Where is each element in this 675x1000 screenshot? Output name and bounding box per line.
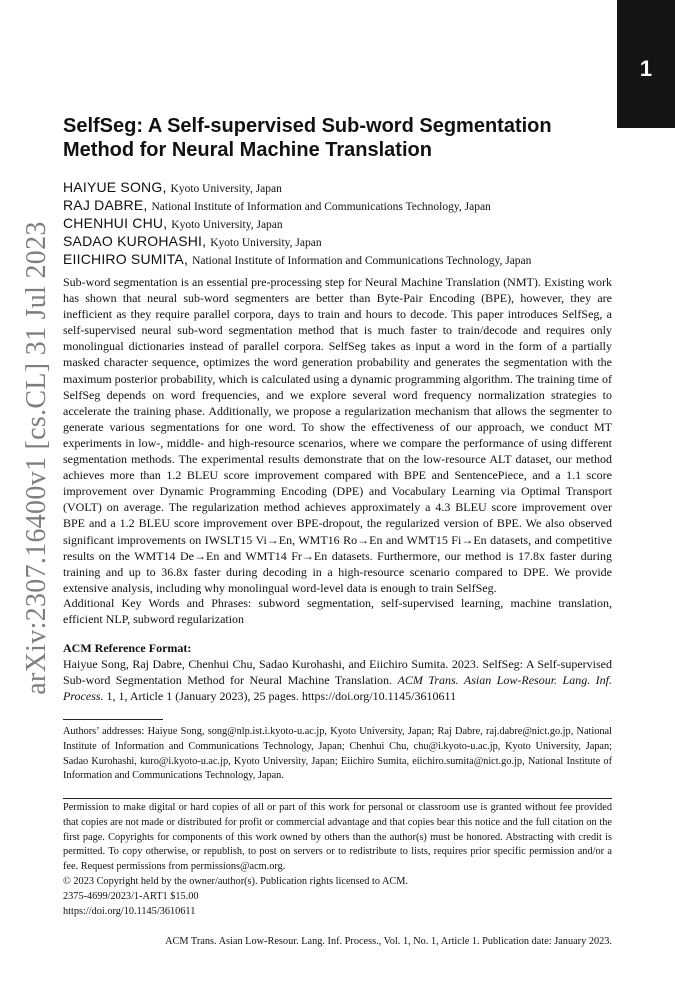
author-entry xyxy=(63,250,623,268)
abstract: Sub-word segmentation is an essential pre-processing step for Neural Machine Translation (NMT). Existing work has shown that neural sub-word segmenters are better than Byte-Pair Encoding (BPE), however, they are inefficient as they require parallel corpora, days to train and hours to decode. This paper introduces SelfSeg, a self-supervised neural sub-word segmentation method that is much faster to train/decode and requires only monolingual dictionaries instead of parallel corpora. SelfSeg takes as input a word in the form of a partially masked character sequence, optimizes the word generation probability and generates the segmentation with the maximum posterior probability, which is calculated using a dynamic programming algorithm. The training time of SelfSeg depends on word frequencies, and we explore several word frequency normalization strategies to accelerate the training phase. Additionally, we propose a regularization mechanism that allows the segmenter to generate various segmentations for one word. To show the effectiveness of our approach, we conduct MT experiments in low-, middle- and high-resource scenarios, where we compare the performance of using different segmentation methods. The experimental results demonstrate that on the low-resource ALT dataset, our method achieves more than 1.2 BLEU score improvement compared with BPE and SentencePiece, and a 1.1 score improvement over Dynamic Programming Encoding (DPE) and Vocabulary Learning via Optimal Transport (VOLT) on average. The regularization method achieves approximately a 4.3 BLEU score improvement over BPE and a 1.2 BLEU score improvement over BPE-dropout, the regularized version of BPE. We also observed significant improvements on IWSLT15 Vi→En, WMT16 Ro→En and WMT15 Fi→En datasets, and competitive results on the WMT14 De→En and WMT14 Fr→En datasets. Furthermore, our method is 17.8x faster during training and up to 36.8x faster during decoding in a high-resource scenario compared to DPE. We provide extensive analysis, including why monolingual word-level data is enough to train SelfSeg. xyxy=(63,275,612,595)
permission-divider xyxy=(63,798,612,799)
author-list xyxy=(63,178,623,268)
addresses-divider xyxy=(63,719,163,720)
page-number: 1 xyxy=(639,56,653,81)
author-name: SADAO KUROHASHI, xyxy=(63,233,207,249)
author-affiliation: National Institute of Information and Communications Technology, Japan xyxy=(192,255,532,267)
author-name: RAJ DABRE, xyxy=(63,197,148,213)
page-number-tab xyxy=(617,0,675,128)
doi-line: https://doi.org/10.1145/3610611 xyxy=(63,905,196,917)
author-name: HAIYUE SONG, xyxy=(63,179,167,195)
author-name: EIICHIRO SUMITA, xyxy=(63,251,189,267)
acm-reference-details: 1, 1, Article 1 (January 2023), 25 pages. https://doi.org/10.1145/3610611 xyxy=(106,689,457,704)
keywords: Additional Key Words and Phrases: subword segmentation, self-supervised learning, machine translation, efficient NLP, subword regularization xyxy=(63,596,612,627)
author-affiliation: Kyoto University, Japan xyxy=(170,183,282,195)
issn-line: 2375-4699/2023/1-ART1 $15.00 xyxy=(63,890,199,902)
permission-block xyxy=(63,801,612,919)
author-entry xyxy=(63,196,623,214)
author-entry xyxy=(63,232,623,250)
acm-reference-citation: Haiyue Song, Raj Dabre, Chenhui Chu, Sadao Kurohashi, and Eiichiro Sumita. 2023. SelfSeg: A Self-supervised Sub-word Segmentation Method for Neural Machine Translation. xyxy=(63,657,612,688)
permission-notice: Permission to make digital or hard copies of all or part of this work for personal or classroom use is granted without fee provided that copies are not made or distributed for profit or commercial advantage and that copies bear this notice and the full citation on the first page. Copyrights for components of this work owned by others than the author(s) must be honored. Abstracting with credit is permitted. To copy otherwise, or republish, to post on servers or to redistribute to lists, requires prior specific permission and/or a fee. Request permissions from permissions@acm.org. xyxy=(63,802,612,873)
paper-title: SelfSeg: A Self-supervised Sub-word Segmentation Method for Neural Machine Translation xyxy=(63,115,552,161)
acm-reference xyxy=(63,656,612,704)
author-entry xyxy=(63,214,623,232)
authors-addresses: Authors’ addresses: Haiyue Song, song@nlp.ist.i.kyoto-u.ac.jp, Kyoto University, Japan; Raj Dabre, raj.dabre@nict.go.jp, National Institute of Information and Communications Technology, Japan; Chenhui Chu, chu@i.kyoto-u.ac.jp, Kyoto University, Japan; Sadao Kurohashi, kuro@i.kyoto-u.ac.jp, Kyoto University, Japan; Eiichiro Sumita, eiichiro.sumita@nict.go.jp, National Institute of Information and Communications Technology, Japan. xyxy=(63,726,612,782)
acm-reference-heading: ACM Reference Format: xyxy=(63,641,192,655)
acm-reference-journal: ACM Trans. Asian Low-Resour. Lang. Inf. Process. xyxy=(63,673,612,704)
author-affiliation: National Institute of Information and Communications Technology, Japan xyxy=(151,201,491,213)
copyright-line: © 2023 Copyright held by the owner/author(s). Publication rights licensed to ACM. xyxy=(63,875,409,887)
arxiv-stamp-text: arXiv:2307.16400v1 [cs.CL] 31 Jul 2023 xyxy=(21,221,52,695)
arxiv-stamp xyxy=(18,208,56,708)
author-affiliation: Kyoto University, Japan xyxy=(210,237,322,249)
page-footer: ACM Trans. Asian Low-Resour. Lang. Inf. Process., Vol. 1, No. 1, Article 1. Publication date: January 2023. xyxy=(165,936,612,947)
author-name: CHENHUI CHU, xyxy=(63,215,168,231)
author-affiliation: Kyoto University, Japan xyxy=(171,219,283,231)
author-entry xyxy=(63,178,623,196)
